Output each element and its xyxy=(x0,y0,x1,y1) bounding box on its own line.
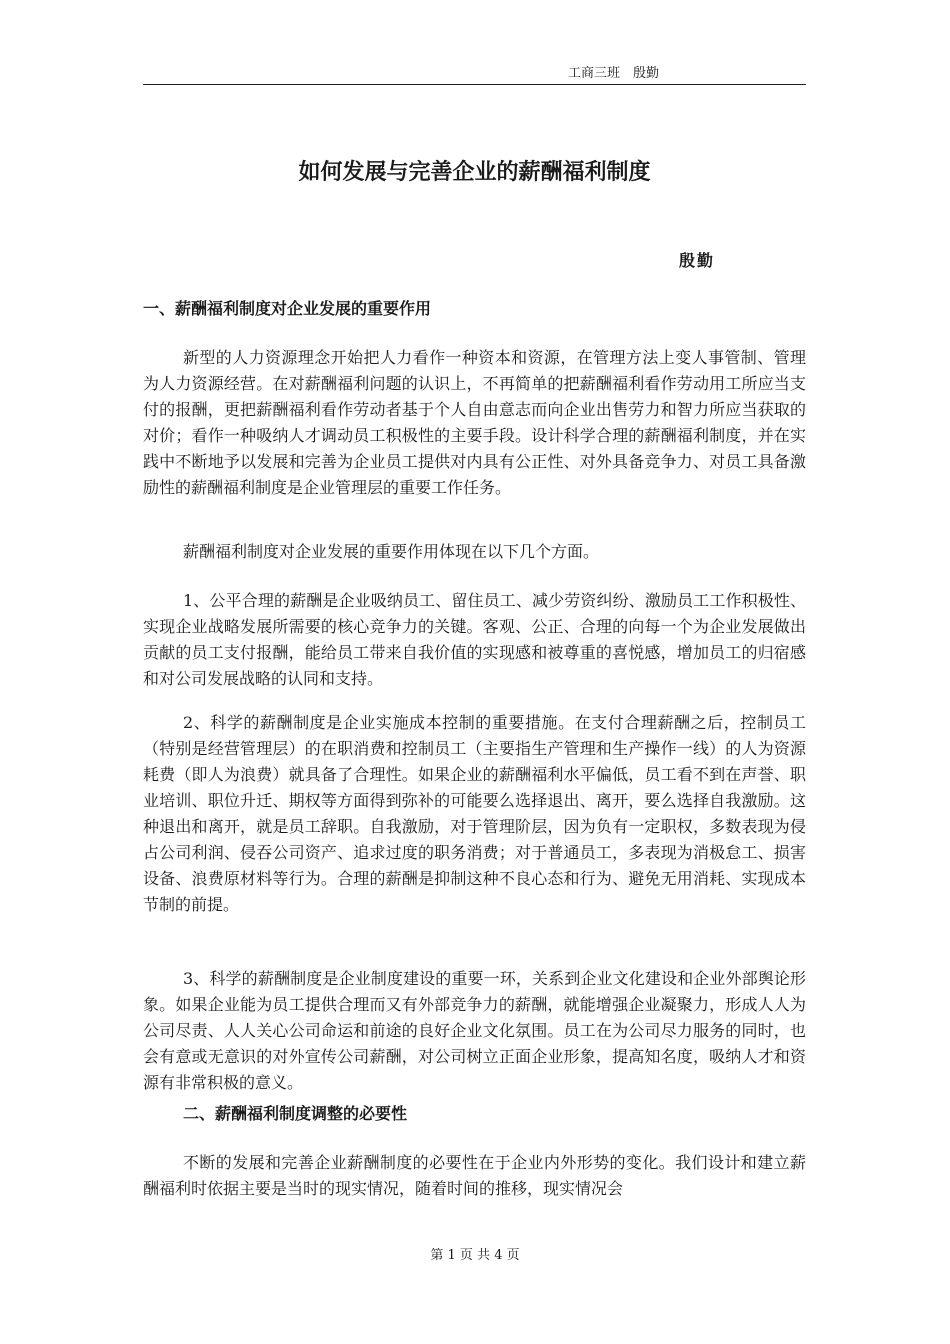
document-title: 如何发展与完善企业的薪酬福利制度 xyxy=(298,160,651,185)
header-text: 工商三班 殷勤 xyxy=(567,66,659,81)
page-footer: 第 1 页 共 4 页 xyxy=(430,1248,520,1263)
paragraph-intro: 新型的人力资源理念开始把人力看作一种资本和资源，在管理方法上变人事管制、管理为人力资源经营。在对薪酬福利问题的认识上，不再简单的把薪酬福利看作劳动用工所应当支付的报酬，更把薪酬福利看作劳动者基于个人自由意志而向企业出售劳力和智力所应当获取的对价；看作一种吸纳人才调动员工积极性的主要手段。设计科学合理的薪酬福利制度，并在实践中不断地予以发展和完善为企业员工提供对内具有公正性、对外具备竞争力、对员工具备激励性的薪酬福利制度是企业管理层的重要工作任务。 xyxy=(143,348,806,497)
section-heading-2: 二、薪酬福利制度调整的必要性 xyxy=(183,1104,408,1123)
page-header xyxy=(143,64,806,85)
paragraph-section-2: 不断的发展和完善企业薪酬制度的必要性在于企业内外形势的变化。我们设计和建立薪酬福利时依据主要是当时的现实情况，随着时间的推移，现实情况会 xyxy=(143,1153,806,1198)
paragraph-point-3: 3、科学的薪酬制度是企业制度建设的重要一环，关系到企业文化建设和企业外部舆论形象。如果企业能为员工提供合理而又有外部竞争力的薪酬，就能增强企业凝聚力，形成人人为公司尽责、人人关心公司命运和前途的良好企业文化氛围。员工在为公司尽力服务的同时，也会有意或无意识的对外宣传公司薪酬，对公司树立正面企业形象，提高知名度，吸纳人才和资源有非常积极的意义。 xyxy=(143,969,806,1092)
paragraph-point-2: 2、科学的薪酬制度是企业实施成本控制的重要措施。在支付合理薪酬之后，控制员工（特别是经营管理层）的在职消费和控制员工（主要指生产管理和生产操作一线）的人为资源耗费（即人为浪费）就具备了合理性。如果企业的薪酬福利水平偏低，员工看不到在声誉、职业培训、职位升迁、期权等方面得到弥补的可能要么选择退出、离开，要么选择自我激励。这种退出和离开，就是员工辞职。自我激励，对于管理阶层，因为负有一定职权，多数表现为侵占公司利润、侵吞公司资产、追求过度的职务消费；对于普通员工，多表现为消极怠工、损害设备、浪费原材料等行为。合理的薪酬是抑制这种不良心态和行为、避免无用消耗、实现成本节制的前提。 xyxy=(143,713,806,914)
paragraph-summary: 薪酬福利制度对企业发展的重要作用体现在以下几个方面。 xyxy=(183,542,600,561)
paragraph-point-1: 1、公平合理的薪酬是企业吸纳员工、留住员工、减少劳资纠纷、激励员工工作积极性、实现企业战略发展所需要的核心竞争力的关键。客观、公正、合理的向每一个为企业发展做出贡献的员工支付报酬，能给员工带来自我价值的实现感和被尊重的喜悦感，增加员工的归宿感和对公司发展战略的认同和支持。 xyxy=(143,591,806,688)
section-heading-1: 一、薪酬福利制度对企业发展的重要作用 xyxy=(143,299,432,318)
document-author: 殷勤 xyxy=(679,251,716,270)
